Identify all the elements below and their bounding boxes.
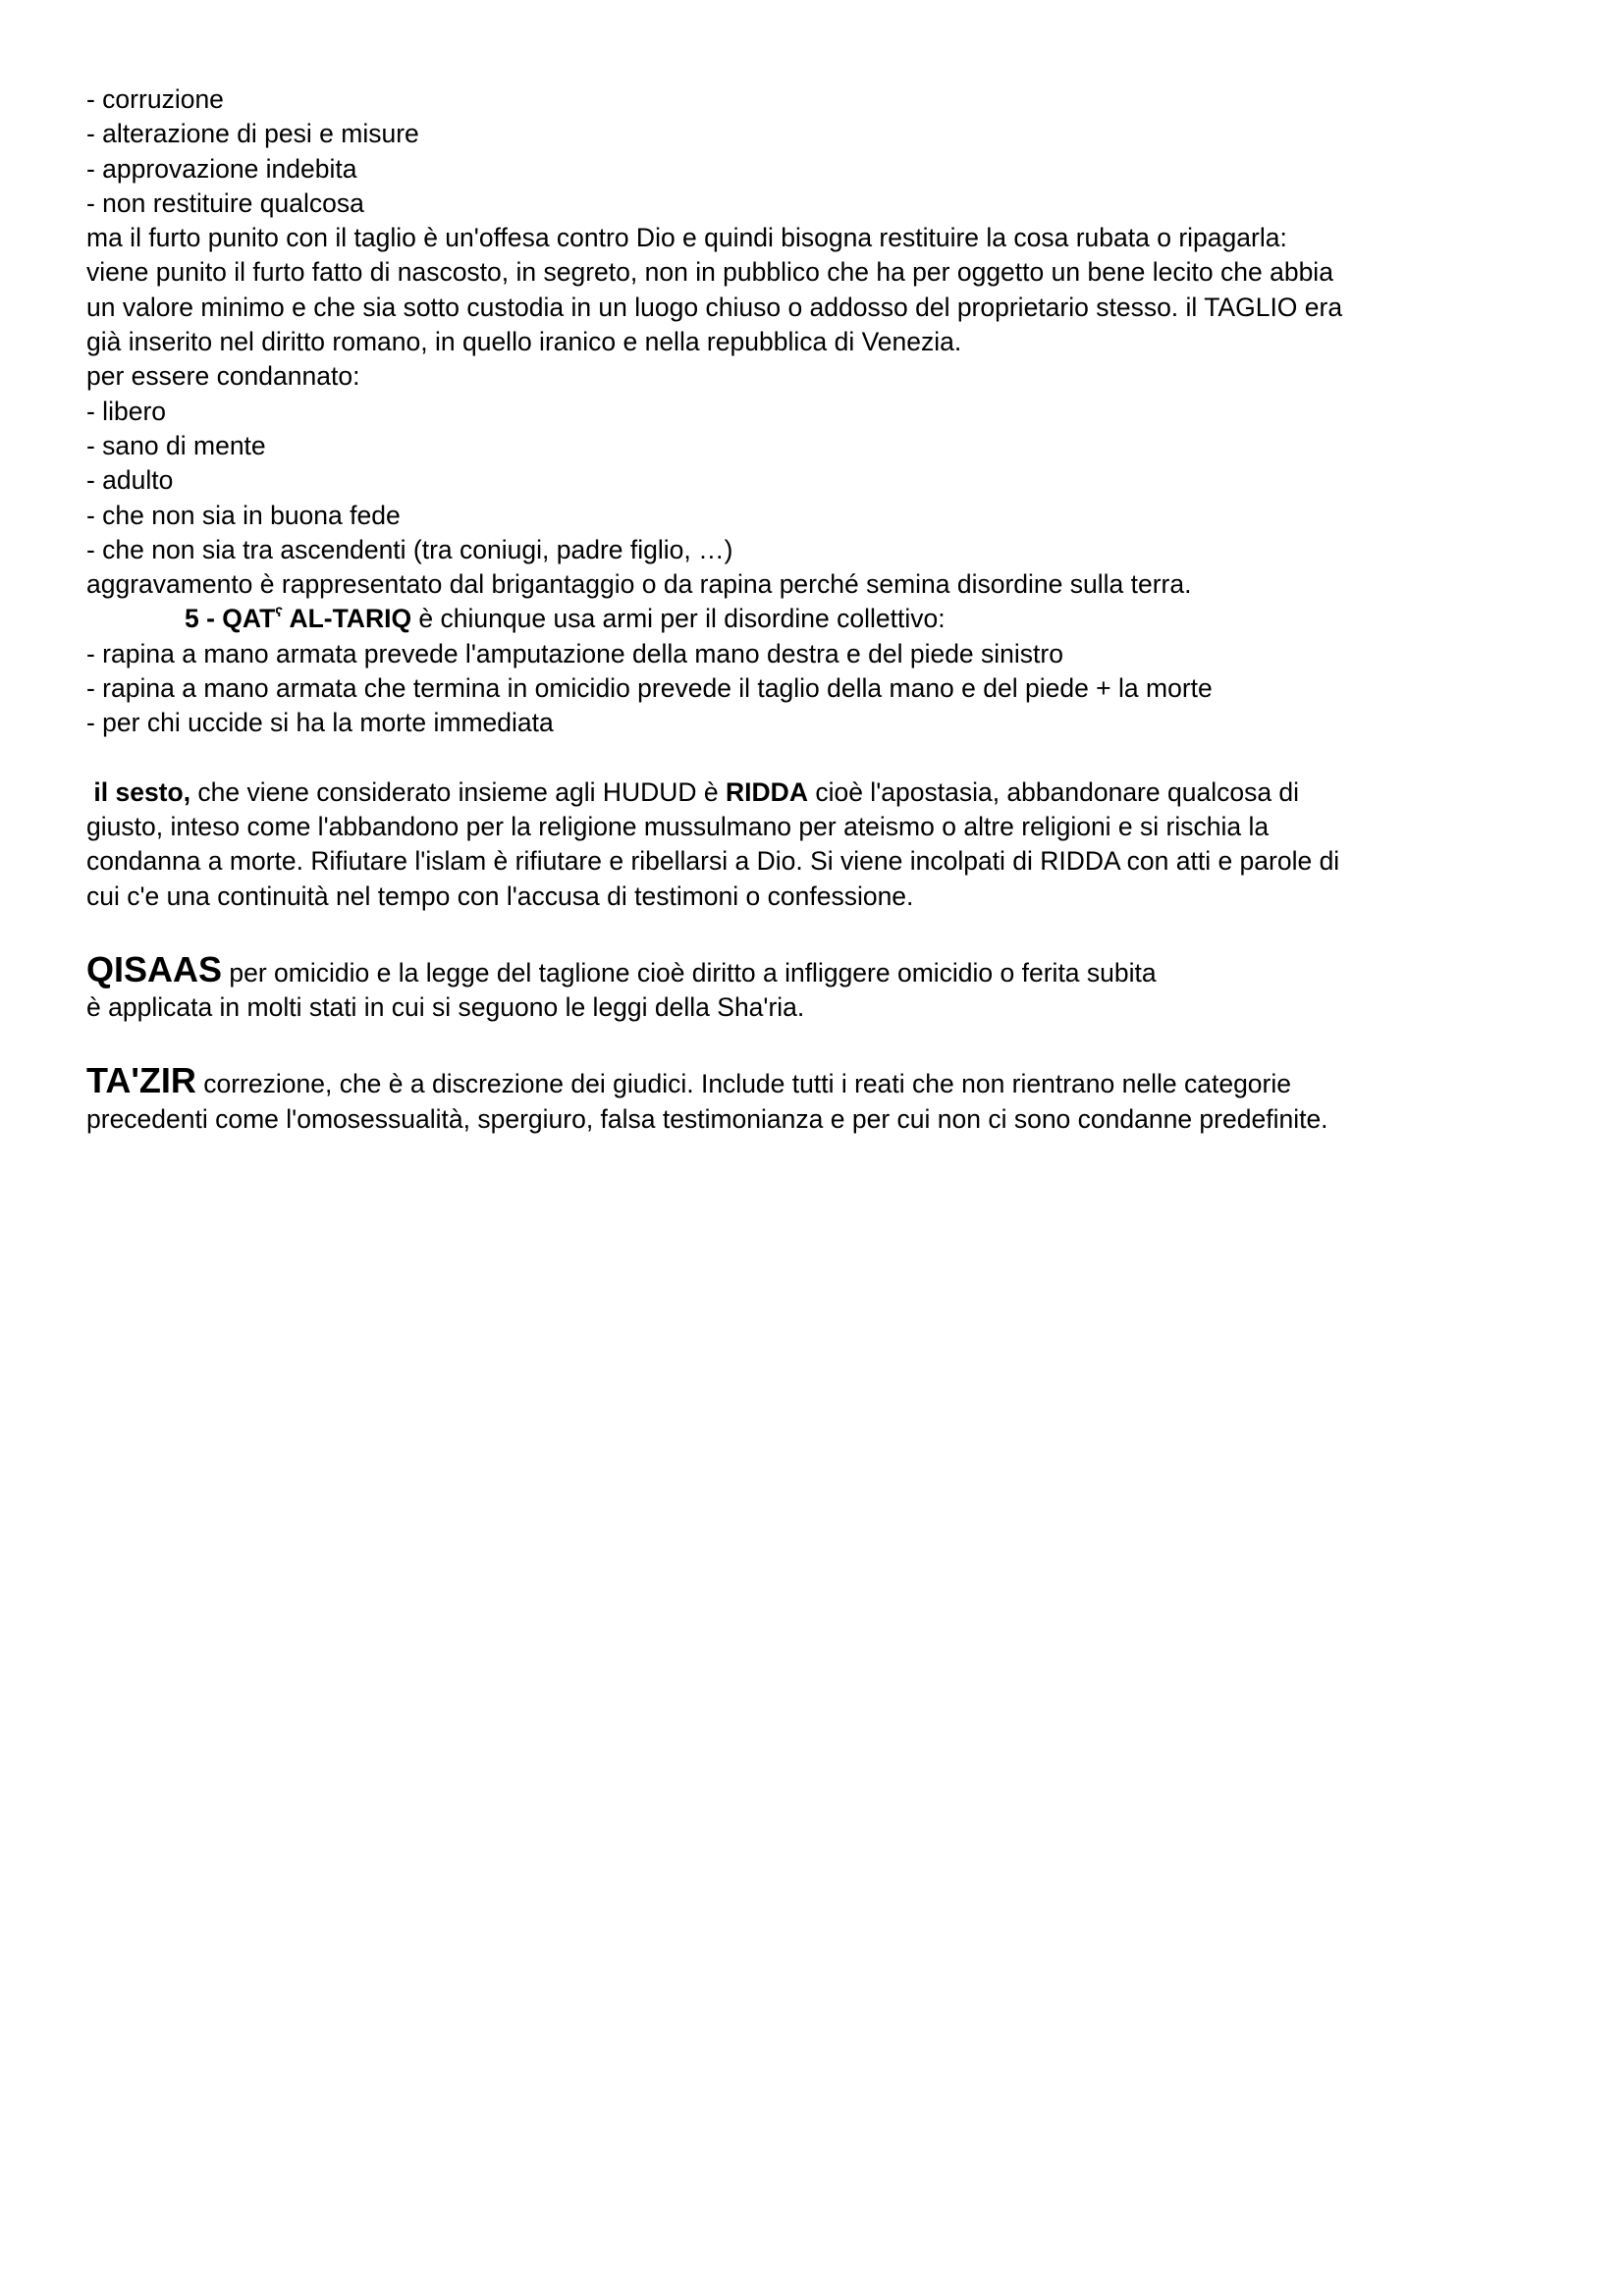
list-item: - non restituire qualcosa bbox=[86, 187, 364, 218]
spacer bbox=[86, 1025, 1549, 1063]
list-item: - alterazione di pesi e misure bbox=[86, 119, 419, 149]
paragraph-line: un valore minimo e che sia sotto custodia in un luogo chiuso o addosso del proprietario stesso. il TAGLIO era bbox=[86, 292, 1343, 322]
list-item: - che non sia tra ascendenti (tra coniugi, padre figlio, …) bbox=[86, 534, 733, 564]
list-item: - che non sia in buona fede bbox=[86, 500, 401, 530]
condannato-intro: per essere condannato: bbox=[86, 361, 360, 392]
paragraph-line: cui c'e una continuità nel tempo con l'accusa di testimoni o confessione. bbox=[86, 881, 914, 911]
qat-suffix: AL-TARIQ bbox=[283, 604, 412, 634]
list-item: - adulto bbox=[86, 465, 174, 496]
spacer bbox=[86, 741, 1549, 775]
list-item: - libero bbox=[86, 396, 167, 426]
paragraph-line: già inserito nel diritto romano, in quello iranico e nella repubblica di Venezia. bbox=[86, 327, 962, 357]
list-item: - corruzione bbox=[86, 84, 224, 114]
qat-heading-line bbox=[86, 602, 1549, 636]
qisaas-term: QISAAS bbox=[86, 948, 223, 989]
list-item: - rapina a mano armata che termina in omicidio prevede il taglio della mano e del piede + la morte bbox=[86, 673, 1213, 704]
qat-description: è chiunque usa armi per il disordine collettivo: bbox=[411, 604, 946, 634]
paragraph-line: è applicata in molti stati in cui si seguono le leggi della Sha'ria. bbox=[86, 992, 805, 1023]
ridda-label: il sesto, bbox=[93, 776, 191, 807]
ridda-text2: cioè l'apostasia, abbandonare qualcosa di bbox=[807, 776, 1300, 807]
list-item: - sano di mente bbox=[86, 430, 266, 460]
list-item: - rapina a mano armata prevede l'amputazione della mano destra e del piede sinistro bbox=[86, 638, 1063, 668]
qisaas-text: per omicidio e la legge del taglione cioè diritto a infliggere omicidio o ferita subita bbox=[222, 957, 1157, 988]
tazir-first-line bbox=[86, 1060, 1549, 1101]
ridda-text1: che viene considerato insieme agli HUDUD è bbox=[190, 776, 727, 807]
tazir-text: correzione, che è a discrezione dei giudici. Include tutti i reati che non rientrano nelle categorie bbox=[195, 1069, 1291, 1099]
ridda-term: RIDDA bbox=[726, 776, 808, 807]
paragraph-line: condanna a morte. Rifiutare l'islam è rifiutare e ribellarsi a Dio. Si viene incolpati di RIDDA con atti e parole di bbox=[86, 846, 1340, 877]
ridda-first-line bbox=[86, 775, 1549, 810]
list-item: - approvazione indebita bbox=[86, 153, 357, 184]
list-item: - per chi uccide si ha la morte immediata bbox=[86, 708, 554, 738]
spacer bbox=[86, 914, 1549, 952]
paragraph-line: giusto, inteso come l'abbandono per la religione mussulmano per ateismo o altre religioni e si rischia la bbox=[86, 811, 1270, 841]
qat-superscript: ʕ bbox=[275, 604, 284, 620]
paragraph-line: precedenti come l'omosessualità, spergiuro, falsa testimonianza e per cui non ci sono condanne predefinite. bbox=[86, 1103, 1328, 1134]
document-page bbox=[86, 82, 1549, 1137]
aggravamento-line: aggravamento è rappresentato dal brigantaggio o da rapina perché semina disordine sulla terra. bbox=[86, 569, 1192, 600]
qat-prefix: 5 - QAT bbox=[185, 604, 276, 634]
tazir-term: TA'ZIR bbox=[86, 1060, 196, 1101]
paragraph-line: viene punito il furto fatto di nascosto, in segreto, non in pubblico che ha per oggetto un bene lecito che abbia bbox=[86, 257, 1333, 288]
paragraph-line: ma il furto punito con il taglio è un'offesa contro Dio e quindi bisogna restituire la cosa rubata o ripagarla: bbox=[86, 223, 1287, 253]
qisaas-first-line bbox=[86, 948, 1549, 990]
